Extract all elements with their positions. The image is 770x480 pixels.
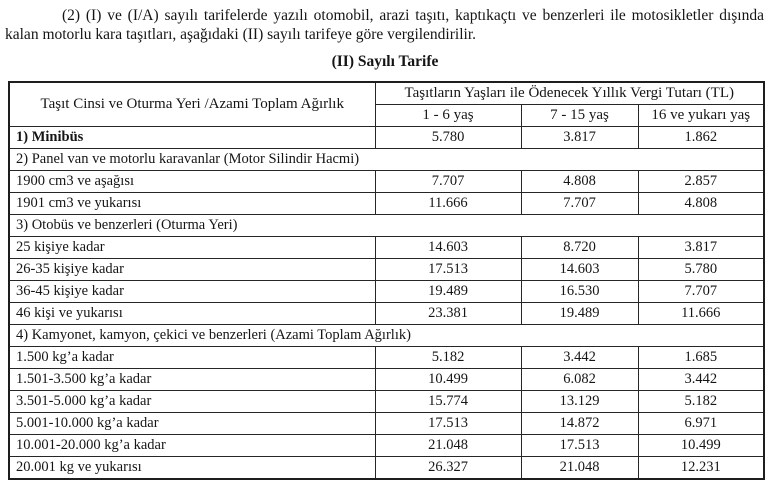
table-row xyxy=(9,259,764,281)
tax-value: 8.720 xyxy=(521,237,638,259)
tax-value: 13.129 xyxy=(521,391,638,413)
tax-value: 1.862 xyxy=(638,127,764,149)
tax-value: 11.666 xyxy=(375,193,521,215)
row-label: 36-45 kişiye kadar xyxy=(9,281,375,303)
tax-value: 17.513 xyxy=(375,259,521,281)
table-row xyxy=(9,303,764,325)
row-label: 10.001-20.000 kg’a kadar xyxy=(9,435,375,457)
table-row xyxy=(9,413,764,435)
header-row-1 xyxy=(9,82,764,105)
section-row xyxy=(9,215,764,237)
document-page xyxy=(0,6,770,475)
section-row xyxy=(9,325,764,347)
tax-value: 5.182 xyxy=(375,347,521,369)
tax-value: 14.872 xyxy=(521,413,638,435)
row-label: 3.501-5.000 kg’a kadar xyxy=(9,391,375,413)
row-label: 1) Minibüs xyxy=(9,127,375,149)
tax-value: 16.530 xyxy=(521,281,638,303)
table-row xyxy=(9,171,764,193)
tax-value: 15.774 xyxy=(375,391,521,413)
tariff-table xyxy=(8,81,765,480)
vehicle-type-column-header: Taşıt Cinsi ve Oturma Yeri /Azami Toplam Ağırlık xyxy=(9,82,375,127)
row-label: 5.001-10.000 kg’a kadar xyxy=(9,413,375,435)
tax-value: 19.489 xyxy=(375,281,521,303)
tax-value: 3.442 xyxy=(521,347,638,369)
tax-value: 10.499 xyxy=(638,435,764,457)
section-row xyxy=(9,149,764,171)
tax-value: 2.857 xyxy=(638,171,764,193)
table-row xyxy=(9,347,764,369)
tax-amount-group-header: Taşıtların Yaşları ile Ödenecek Yıllık Vergi Tutarı (TL) xyxy=(375,82,764,105)
tax-value: 5.780 xyxy=(375,127,521,149)
tax-value: 3.442 xyxy=(638,369,764,391)
tax-value: 4.808 xyxy=(521,171,638,193)
row-label: 25 kişiye kadar xyxy=(9,237,375,259)
tax-value: 26.327 xyxy=(375,457,521,480)
tax-value: 21.048 xyxy=(521,457,638,480)
tax-value: 1.685 xyxy=(638,347,764,369)
tax-value: 11.666 xyxy=(638,303,764,325)
tax-value: 6.971 xyxy=(638,413,764,435)
tax-value: 12.231 xyxy=(638,457,764,480)
tax-value: 14.603 xyxy=(521,259,638,281)
table-row xyxy=(9,237,764,259)
intro-paragraph: (2) (I) ve (I/A) sayılı tarifelerde yazılı otomobil, arazi taşıtı, kaptıkaçtı ve benzerleri ile motosikletler dışında kalan motorlu kara taşıtları, aşağıdaki (II) sayılı tarifeye göre vergilendirilir. xyxy=(5,7,764,43)
age-column-header-7-15: 7 - 15 yaş xyxy=(521,105,638,127)
tax-value: 3.817 xyxy=(638,237,764,259)
table-row xyxy=(9,281,764,303)
table-row xyxy=(9,127,764,149)
tax-value: 7.707 xyxy=(375,171,521,193)
table-row xyxy=(9,193,764,215)
row-label: 1901 cm3 ve yukarısı xyxy=(9,193,375,215)
age-column-header-16-up: 16 ve yukarı yaş xyxy=(638,105,764,127)
row-label: 20.001 kg ve yukarısı xyxy=(9,457,375,480)
tax-value: 14.603 xyxy=(375,237,521,259)
table-row xyxy=(9,369,764,391)
section-label: 4) Kamyonet, kamyon, çekici ve benzerleri (Azami Toplam Ağırlık) xyxy=(9,325,764,347)
table-row xyxy=(9,391,764,413)
tax-value: 6.082 xyxy=(521,369,638,391)
table-row xyxy=(9,435,764,457)
row-label: 1.500 kg’a kadar xyxy=(9,347,375,369)
row-label: 46 kişi ve yukarısı xyxy=(9,303,375,325)
tax-value: 10.499 xyxy=(375,369,521,391)
tax-value: 4.808 xyxy=(638,193,764,215)
tax-value: 17.513 xyxy=(375,413,521,435)
section-label: 2) Panel van ve motorlu karavanlar (Motor Silindir Hacmi) xyxy=(9,149,764,171)
row-label: 1900 cm3 ve aşağısı xyxy=(9,171,375,193)
tax-value: 5.182 xyxy=(638,391,764,413)
tax-value: 7.707 xyxy=(521,193,638,215)
section-label: 3) Otobüs ve benzerleri (Oturma Yeri) xyxy=(9,215,764,237)
tax-value: 21.048 xyxy=(375,435,521,457)
tax-value: 23.381 xyxy=(375,303,521,325)
tax-value: 17.513 xyxy=(521,435,638,457)
table-title: (II) Sayılı Tarife xyxy=(331,53,439,70)
tax-value: 5.780 xyxy=(638,259,764,281)
tariff-table-head xyxy=(9,82,764,127)
tax-value: 3.817 xyxy=(521,127,638,149)
table-row xyxy=(9,457,764,480)
row-label: 1.501-3.500 kg’a kadar xyxy=(9,369,375,391)
row-label: 26-35 kişiye kadar xyxy=(9,259,375,281)
tax-value: 19.489 xyxy=(521,303,638,325)
tax-value: 7.707 xyxy=(638,281,764,303)
tariff-table-body xyxy=(9,127,764,480)
age-column-header-1-6: 1 - 6 yaş xyxy=(375,105,521,127)
